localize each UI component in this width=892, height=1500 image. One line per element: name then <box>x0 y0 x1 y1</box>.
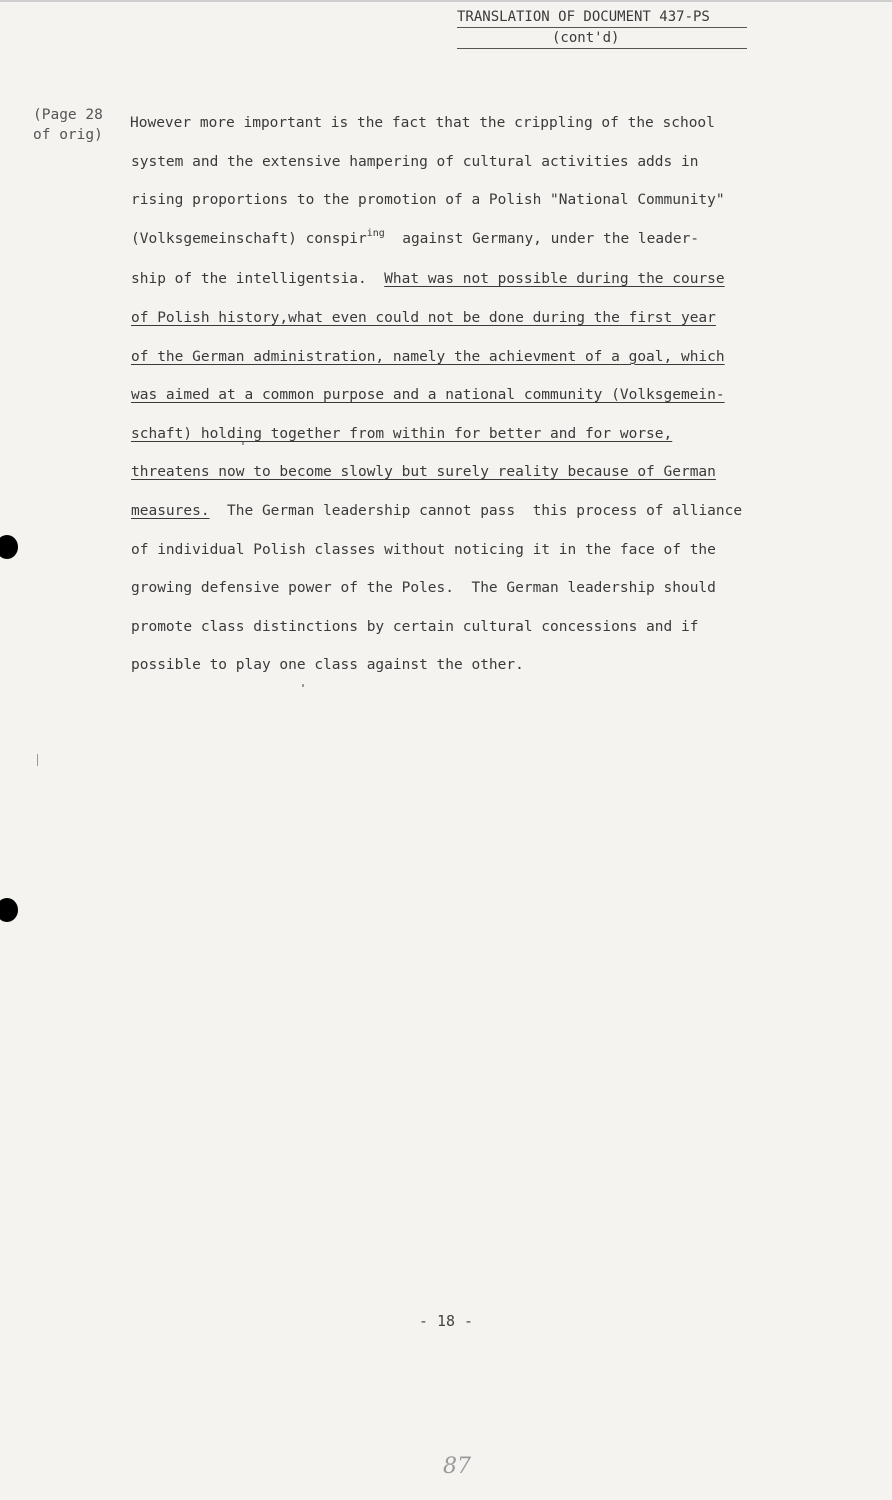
body-line-9: schaft) holding together from within for better and for worse, <box>131 425 673 442</box>
body-line-8: was aimed at a common purpose and a national community (Volksgemein- <box>131 387 725 404</box>
body-line-5-underlined: What was not possible during the course <box>384 271 725 288</box>
body-line-2: system and the extensive hampering of cultural activities adds in <box>131 153 699 170</box>
document-header <box>457 7 747 49</box>
paper-speck <box>242 442 244 445</box>
header-title: TRANSLATION OF DOCUMENT 437-PS <box>457 7 747 28</box>
body-text <box>131 104 811 685</box>
body-line-5 <box>131 260 811 299</box>
body-line-5-part-a: ship of the intelligentsia. <box>131 271 385 288</box>
page-number: - 18 - <box>418 1312 474 1330</box>
body-line-4 <box>131 220 811 261</box>
body-line-14: promote class distinctions by certain cultural concessions and if <box>131 618 699 635</box>
body-line-4-part-a: (Volksgemeinschaft) conspir <box>131 230 367 247</box>
body-line-10: threatens now to become slowly but surely reality because of German <box>131 464 716 481</box>
punch-hole-bottom <box>0 898 18 922</box>
punch-hole-top <box>0 535 18 559</box>
margin-note <box>33 105 103 145</box>
body-line-3: rising proportions to the promotion of a Polish "National Community" <box>131 192 725 209</box>
header-subtitle: (cont'd) <box>457 28 747 49</box>
body-line-4-part-b: against Germany, under the leader- <box>384 230 700 247</box>
body-line-6: of Polish history,what even could not be done during the first year <box>131 309 716 326</box>
body-line-4-superscript: ing <box>366 227 385 239</box>
body-line-12: of individual Polish classes without noticing it in the face of the <box>131 541 716 558</box>
margin-note-line-1: (Page 28 <box>33 107 103 123</box>
margin-note-line-2: of orig) <box>33 127 103 143</box>
paper-speck <box>302 684 304 687</box>
paper-speck <box>37 754 38 766</box>
body-line-11-part-b: The German leadership cannot pass this process of alliance <box>209 502 743 519</box>
body-line-11 <box>131 492 811 531</box>
body-line-7: of the German administration, namely the achievment of a goal, which <box>131 348 725 365</box>
body-line-15: possible to play one class against the other. <box>131 657 524 674</box>
body-line-1: However more important is the fact that the crippling of the school <box>130 115 715 131</box>
body-line-11-underlined: measures. <box>131 502 210 519</box>
handwritten-folio-number: 87 <box>443 1454 471 1479</box>
body-line-13: growing defensive power of the Poles. The German leadership should <box>131 580 716 597</box>
